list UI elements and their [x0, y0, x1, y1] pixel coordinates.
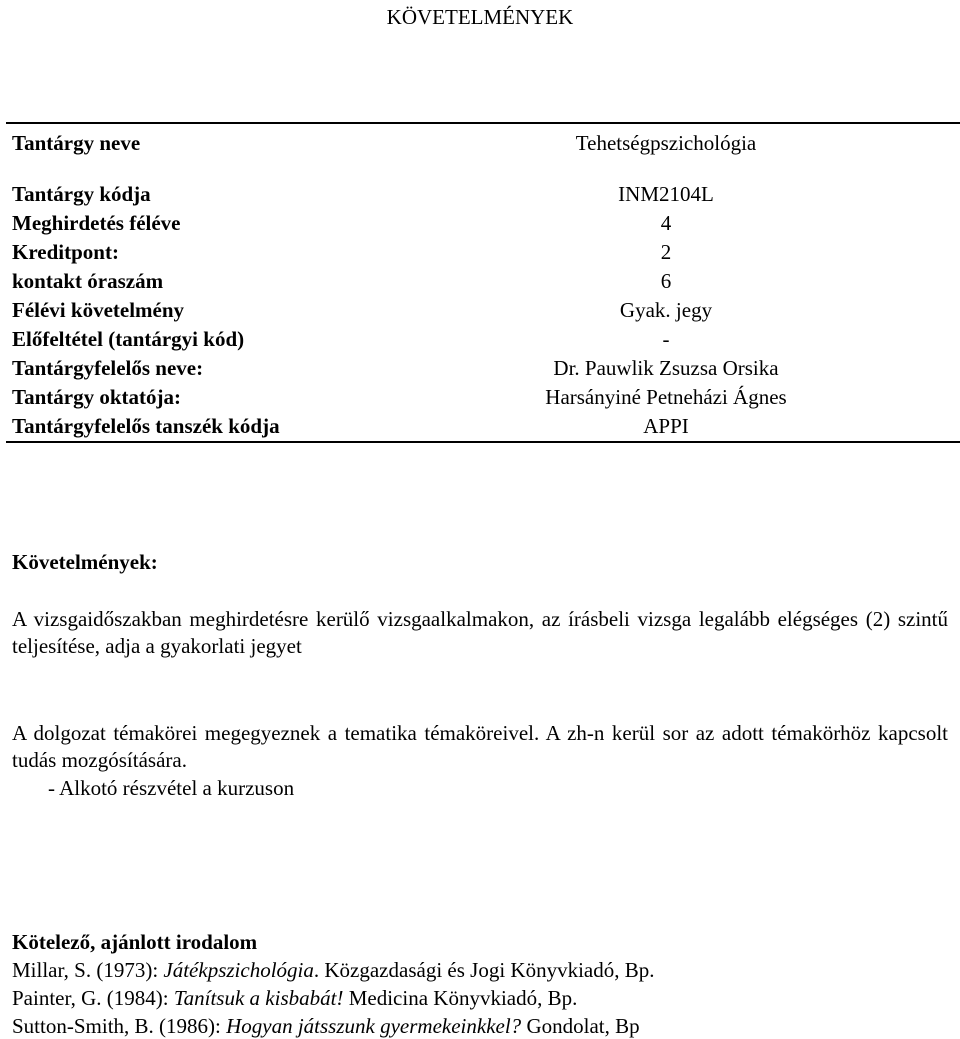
- info-row-prerequisite: [6, 325, 960, 354]
- info-label: Tantárgy oktatója:: [12, 385, 181, 409]
- info-value: Gyak. jegy: [619, 298, 713, 322]
- info-value: 2: [660, 240, 672, 264]
- ref-author: Millar, S. (1973):: [12, 958, 164, 982]
- ref-publisher: . Közgazdasági és Jogi Könyvkiadó, Bp.: [313, 958, 655, 982]
- info-value: INM2104L: [618, 182, 714, 206]
- info-row-department: [6, 412, 960, 441]
- info-label: Tantárgyfelelős neve:: [12, 356, 204, 380]
- info-row-contact-hours: [6, 267, 960, 296]
- info-label: kontakt óraszám: [12, 269, 164, 293]
- info-value: Dr. Pauwlik Zsuzsa Orsika: [553, 356, 779, 380]
- ref-publisher: Gondolat, Bp: [521, 1014, 640, 1038]
- requirements-paragraph-1: A vizsgaidőszakban meghirdetésre kerülő vizsgaalkalmakon, az írásbeli vizsga legalább elégséges (2) szintű teljesítése, adja a gyakorlati jegyet: [12, 607, 948, 658]
- ref-title: Hogyan játsszunk gyermekeinkkel?: [226, 1014, 522, 1038]
- literature-heading: Kötelező, ajánlott irodalom: [12, 930, 258, 954]
- info-value: -: [662, 327, 670, 351]
- info-label: Tantárgyfelelős tanszék kódja: [12, 414, 280, 438]
- info-value: 4: [660, 211, 672, 235]
- ref-publisher: Medicina Könyvkiadó, Bp.: [343, 986, 578, 1010]
- info-value: Harsányiné Petneházi Ágnes: [545, 385, 787, 409]
- info-label: Előfeltétel (tantárgyi kód): [12, 327, 245, 351]
- requirements-bullet: - Alkotó részvétel a kurzuson: [48, 776, 295, 800]
- info-value: APPI: [643, 414, 689, 438]
- ref-author: Painter, G. (1984):: [12, 986, 174, 1010]
- info-label: Tantárgy neve: [12, 130, 141, 155]
- info-row-semester: [6, 209, 960, 238]
- literature-ref: [12, 985, 577, 1011]
- info-row-responsible: [6, 354, 960, 383]
- requirements-paragraph-2: A dolgozat témakörei megegyeznek a tematika témaköreivel. A zh-n kerül sor az adott témakörhöz kapcsolt tudás mozgósítására.: [12, 721, 948, 772]
- info-row-credits: [6, 238, 960, 267]
- literature-ref: [12, 957, 654, 983]
- info-row-course-code: [6, 180, 960, 209]
- page-title: KÖVETELMÉNYEK: [386, 5, 574, 29]
- ref-title: Játékpszichológia: [163, 958, 314, 982]
- info-value: 6: [660, 269, 672, 293]
- info-label: Kreditpont:: [12, 240, 119, 264]
- info-row-course-name: [6, 126, 960, 160]
- ref-author: Sutton-Smith, B. (1986):: [12, 1014, 227, 1038]
- info-value: Tehetségpszichológia: [575, 130, 757, 155]
- info-label: Tantárgy kódja: [12, 182, 151, 206]
- info-label: Meghirdetés féléve: [12, 211, 181, 235]
- literature-ref: [12, 1013, 640, 1039]
- ref-title: Tanítsuk a kisbabát!: [173, 986, 344, 1010]
- course-info-table: [6, 122, 960, 443]
- info-row-requirement: [6, 296, 960, 325]
- info-label: Félévi követelmény: [12, 298, 185, 322]
- requirements-heading: Követelmények:: [12, 550, 158, 574]
- info-row-instructor: [6, 383, 960, 412]
